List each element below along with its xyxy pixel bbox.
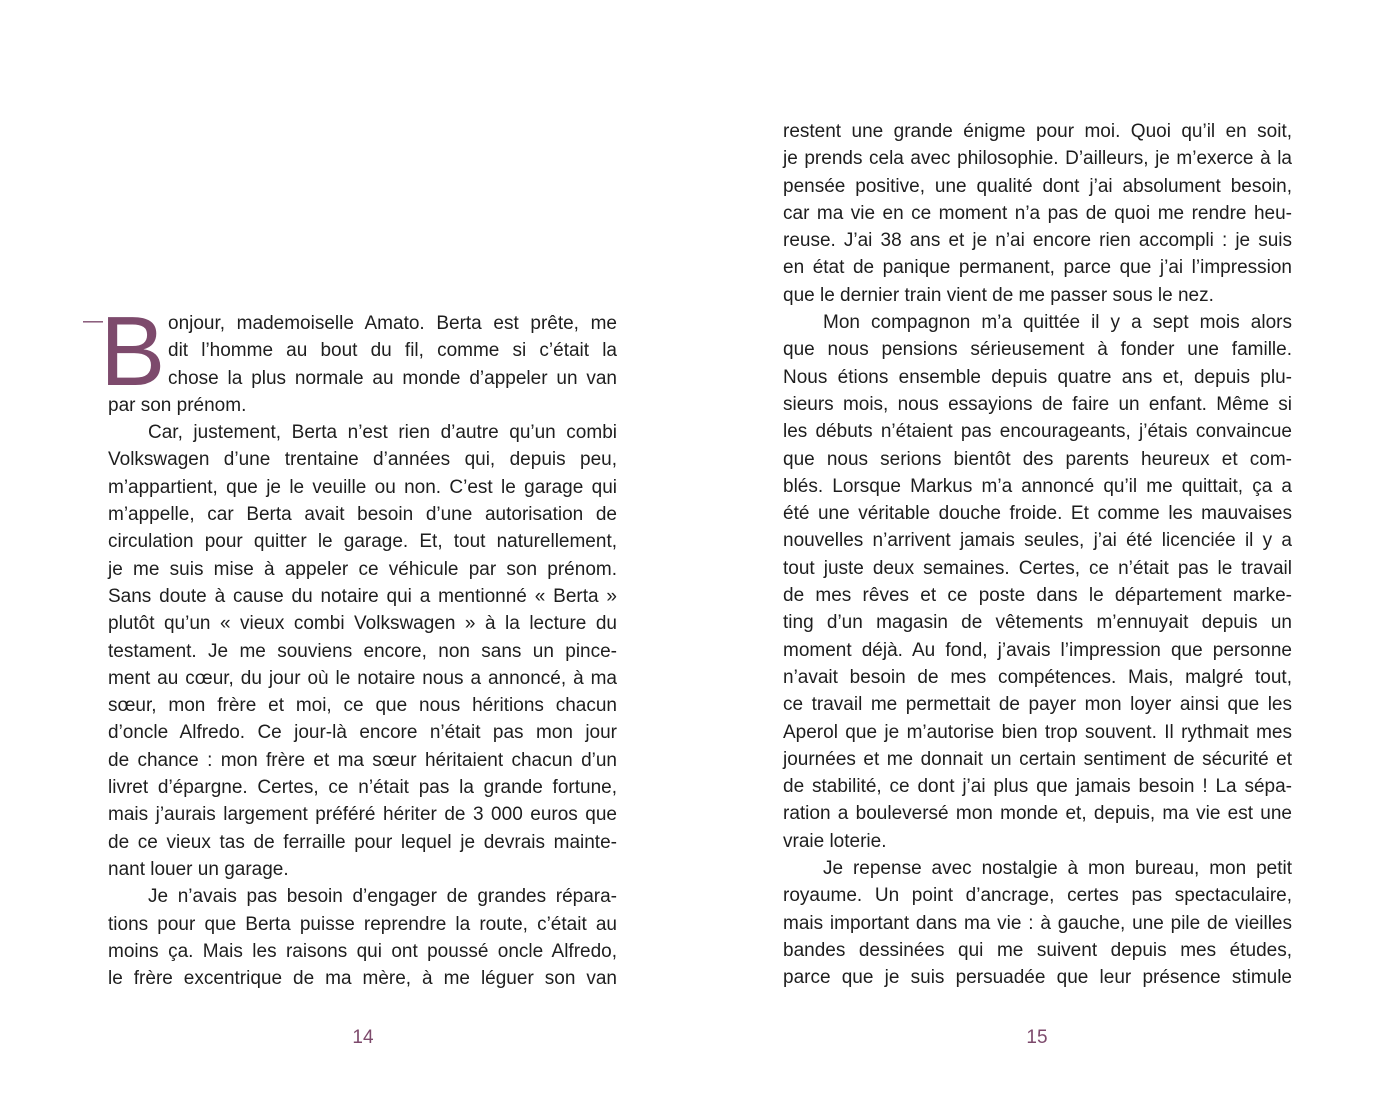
text-line: Aperol que je m’autorise bien trop souvent. Il rythmait mes — [783, 721, 1292, 743]
text-line: ce travail me permettait de payer mon loyer ainsi que les — [783, 694, 1292, 716]
paragraph — [108, 883, 617, 992]
text-line: sieurs mois, nous essayions de faire un enfant. Même si — [783, 393, 1292, 415]
drop-cap: B — [100, 296, 166, 406]
paragraph — [783, 118, 1292, 309]
text-line: tions pour que Berta puisse reprendre la route, c’était au — [108, 913, 617, 935]
right-page-text — [783, 118, 1292, 992]
text-line: plutôt qu’un « vieux combi Volkswagen » à la lecture du — [108, 613, 617, 635]
text-line: dit l’homme au bout du fil, comme si c’était la — [168, 340, 617, 362]
text-line: moment déjà. Au fond, j’avais l’impression que personne — [783, 639, 1292, 661]
text-line: reuse. J’ai 38 ans et je n’ai encore rien accompli : je suis — [783, 230, 1292, 252]
text-line: que le dernier train vient de me passer sous le nez. — [783, 284, 1214, 306]
text-line: bandes dessinées qui me suivent depuis mes études, — [783, 939, 1292, 961]
text-line: ment au cœur, du jour où le notaire nous a annoncé, à ma — [108, 667, 617, 689]
text-line: pensée positive, une qualité dont j’ai absolument besoin, — [783, 175, 1292, 197]
text-line: Je repense avec nostalgie à mon bureau, mon petit — [823, 858, 1292, 880]
text-line: de mes rêves et ce poste dans le département marke- — [783, 585, 1292, 607]
right-page — [700, 0, 1400, 1115]
text-line: nouvelles n’arrivent jamais seules, j’ai été licenciée il y a — [783, 530, 1292, 552]
text-line: royaume. Un point d’ancrage, certes pas spectaculaire, — [783, 885, 1292, 907]
page-number: 14 — [352, 1027, 374, 1048]
text-line: restent une grande énigme pour moi. Quoi qu’il en soit, — [783, 121, 1292, 142]
text-line: chose la plus normale au monde d’appeler un van — [168, 367, 617, 389]
text-line: de ce vieux tas de ferraille pour lequel je devrais mainte- — [108, 831, 617, 853]
text-line: journées et me donnait un certain sentiment de sécurité et — [783, 748, 1292, 770]
paragraph — [108, 419, 617, 883]
text-line: n’avait besoin de mes compétences. Mais, malgré tout, — [783, 666, 1292, 688]
text-line: Je n’avais pas besoin d’engager de grandes répara- — [148, 886, 617, 908]
text-line: ting d’un magasin de vêtements m’ennuyait depuis un — [783, 612, 1292, 634]
text-line: de chance : mon frère et ma sœur héritaient chacun d’un — [108, 749, 617, 771]
text-line: parce que je suis persuadée que leur présence stimule — [783, 967, 1292, 989]
text-line: tout juste deux semaines. Certes, ce n’était pas le travail — [783, 557, 1292, 579]
text-line: je prends cela avec philosophie. D’ailleurs, je m’exerce à la — [783, 148, 1292, 170]
text-line: nant louer un garage. — [108, 858, 289, 880]
text-line: d’oncle Alfredo. Ce jour-là encore n’était pas mon jour — [108, 722, 617, 744]
text-line: Volkswagen d’une trentaine d’années qui, depuis peu, — [108, 449, 617, 471]
dialogue-dash: — — [83, 310, 103, 332]
text-line: mais j’aurais largement préféré hériter de 3 000 euros que — [108, 804, 617, 826]
paragraph — [783, 309, 1292, 855]
text-line: sœur, mon frère et moi, ce que nous héritions chacun — [108, 695, 617, 717]
text-line: moins ça. Mais les raisons qui ont poussé oncle Alfredo, — [108, 940, 617, 962]
paragraph — [108, 310, 617, 419]
left-page-text — [108, 310, 617, 992]
text-line: de stabilité, ce dont j’ai plus que jamais besoin ! La sépa- — [783, 776, 1292, 798]
text-line: m’appartient, que je le veuille ou non. C’est le garage qui — [108, 476, 617, 498]
text-line: vraie loterie. — [783, 830, 887, 852]
text-line: mais important dans ma vie : à gauche, une pile de vieilles — [783, 912, 1292, 934]
text-line: Mon compagnon m’a quittée il y a sept mois alors — [823, 312, 1292, 334]
text-line: je me suis mise à appeler ce véhicule par son prénom. — [108, 558, 617, 580]
text-line: que nous serions bientôt des parents heureux et com- — [783, 448, 1292, 470]
text-line: circulation pour quitter le garage. Et, tout naturellement, — [108, 531, 617, 553]
text-line: blés. Lorsque Markus m’a annoncé qu’il me quittait, ça a — [783, 475, 1292, 497]
text-line: Car, justement, Berta n’est rien d’autre qu’un combi — [148, 422, 617, 444]
page-number: 15 — [1026, 1027, 1048, 1048]
text-line: m’appelle, car Berta avait besoin d’une autorisation de — [108, 504, 617, 526]
text-line: ration a bouleversé mon monde et, depuis, ma vie est une — [783, 803, 1292, 825]
text-line: été une véritable douche froide. Et comme les mauvaises — [783, 503, 1292, 525]
text-line: Nous étions ensemble depuis quatre ans et, depuis plu- — [783, 366, 1292, 388]
text-line: en état de panique permanent, parce que j’ai l’impression — [783, 257, 1292, 279]
paragraph — [783, 855, 1292, 991]
text-line: que nous pensions sérieusement à fonder une famille. — [783, 339, 1292, 361]
text-line: Sans doute à cause du notaire qui a mentionné « Berta » — [108, 585, 617, 607]
text-line: les débuts n’étaient pas encourageants, j’étais convaincue — [783, 421, 1292, 443]
text-line: livret d’épargne. Certes, ce n’était pas la grande fortune, — [108, 777, 617, 799]
text-line: car ma vie en ce moment n’a pas de quoi me rendre heu- — [783, 202, 1292, 224]
text-line: par son prénom. — [108, 394, 247, 416]
text-line: onjour, mademoiselle Amato. Berta est prête, me — [168, 313, 617, 334]
text-line: le frère excentrique de ma mère, à me léguer son van — [108, 968, 617, 990]
text-line: testament. Je me souviens encore, non sans un pince- — [108, 640, 617, 662]
